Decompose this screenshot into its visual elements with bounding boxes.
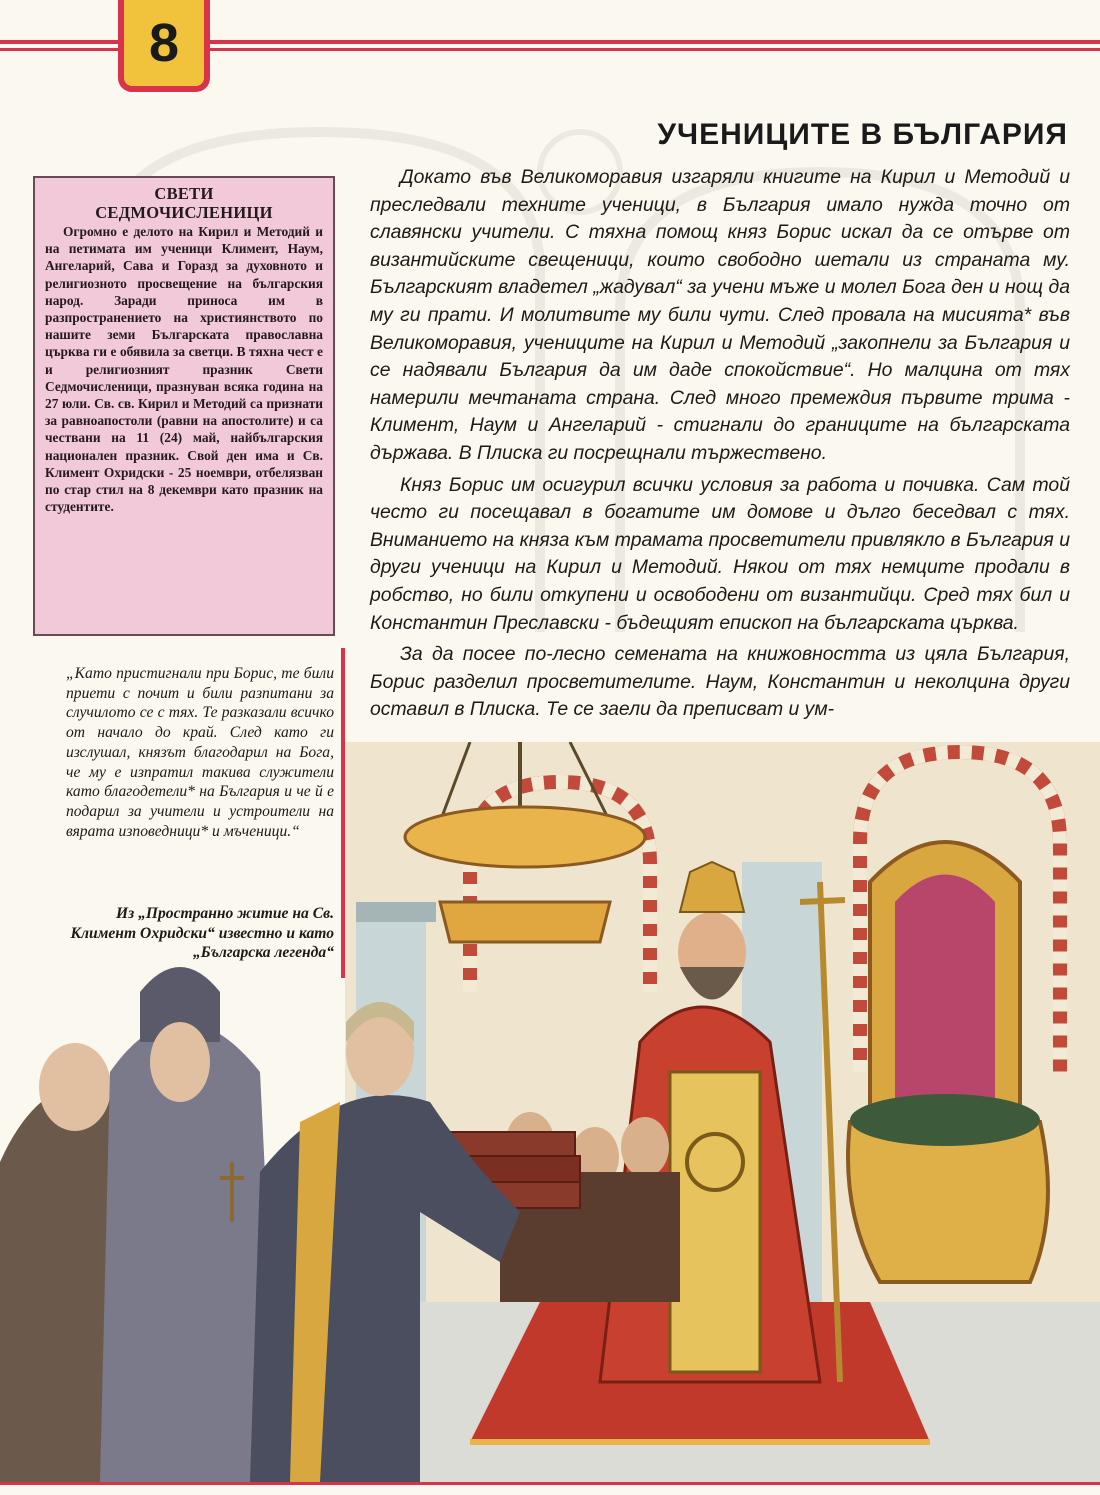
quote-text: „Като пристигнали при Борис, те били приети с почит и били разпитани за случилото се с тях. Те разказали всичко от начало до край. След като ги изслушал, князът благодарил на Бога, че му е изпратил такива служители като благодетели* на България и че й е подарил за учители и устроители на вярата изповедници* и мъченици.“ [66,665,334,840]
bottom-rule [0,1482,1100,1485]
illustration-boris-receiving-disciples [0,742,1100,1482]
article-paragraph-3: За да посее по-лесно семената на книжовността из цяла България, Борис разделил просветителите. Наум, Константин и неколцина други оставил в Плиска. Те се заели да преписват и ум- [370,643,1070,721]
page-number-badge: 8 [118,0,210,92]
article-body [370,164,1070,728]
article-paragraph-1: Докато във Великоморавия изгаряли книгите на Кирил и Методий и преследвали техните ученици, в България имало нужда точно от славянски учители. С тяхна помощ княз Борис искал да се отърве от византийските свещеници, които свободно шетали из страната му. Българският владетел „жадувал“ за учени мъже и молел Бога ден и нощ да му ги прати. И молитвите му били чути. След провала на мисията* във Великоморавия, учениците на Кирил и Методий „закопнели за България и се надявали България да им даде спокойствие“. Но малцина от тях намерили мечтаната страна. След много премеждия първите трима - Климент, Наум и Ангеларий - стигнали до границите на българската държава. В Плиска ги посрещнали тържествено. [370,166,1070,464]
throne [848,842,1048,1282]
info-box-body: Огромно е делото на Кирил и Методий и на петимата им ученици Климент, Наум, Ангеларий, Сава и Горазд за духовното и религиозното просвещение на българския народ. Заради приноса им в разпространението на християнството по нашите земи Българската православна църква ги е обявила за светци. В тяхна чест е и религиозният празник Свети Седмочисленици, празнуван всяка година на 27 юли. Св. св. Кирил и Методий са признати за равноапостоли (равни на апостолите) и са чествани на 11 (24) май, найбългарския национален празник. Свой ден има и Св. Климент Охридски - 25 ноември, отбелязван по стар стил на 8 декември като празник на студентите. [45,224,323,515]
saints-info-box [33,176,335,636]
info-box-title-line1: СВЕТИ [154,184,214,203]
info-box-title-line2: СЕДМОЧИСЛЕНИЦИ [95,203,273,222]
article-paragraph-2: Княз Борис им осигурил всички условия за работа и почивка. Сам той често ги посещавал в богатите им домове и дълго беседвал с тях. Вниманието на княза към трамата просветители привлякло в България и други ученици на Кирил и Методий. Някои от тях немците продали в робство, но били откупени и освободени от византийци. Сред тях бил и Константин Преславски - бъдещият епископ на българската църква. [370,473,1070,634]
article-title: УЧЕНИЦИТЕ В БЪЛГАРИЯ [657,118,1068,151]
quote-source: Из „Пространно житие на Св. Климент Охридски“ известно и като „Българска легенда“ [70,905,334,962]
info-box-title [45,184,323,222]
